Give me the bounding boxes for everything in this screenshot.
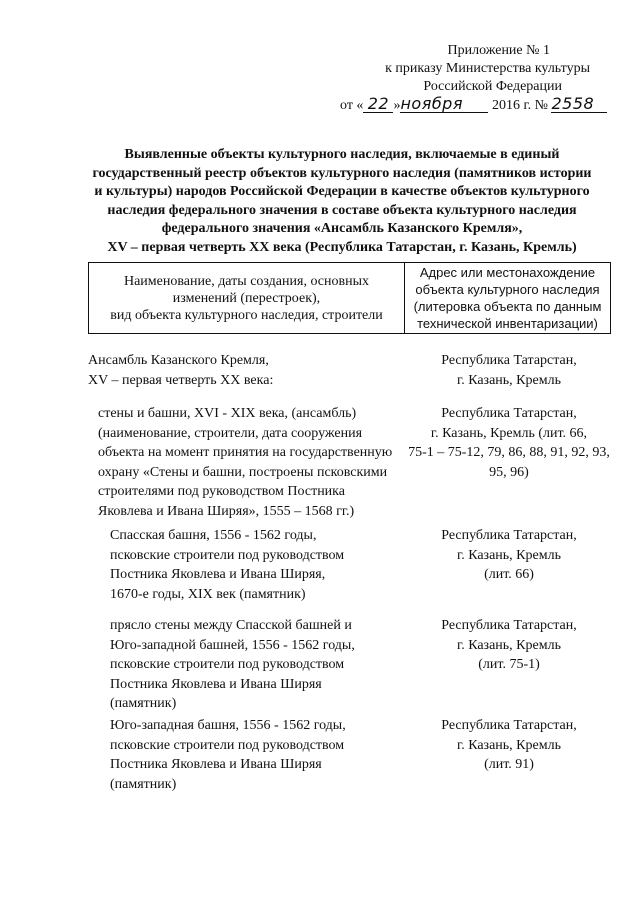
entry-name-line: Постника Яковлева и Ивана Ширяя, xyxy=(110,567,326,582)
entry-name-line: XV – первая четверть XX века: xyxy=(88,372,274,388)
title-line: XV – первая четверть XX века (Республика Татарстан, г. Казань, Кремль) xyxy=(107,239,577,255)
entry-name-line: (памятник) xyxy=(110,696,177,711)
order-year: 2016 г. № xyxy=(491,98,548,113)
entry-name-line: 1670-е годы, XIX век (памятник) xyxy=(110,586,306,602)
entry-address-line: Республика Татарстан, xyxy=(441,353,577,368)
entry-name-line: строителями под руководством Постника xyxy=(98,484,345,499)
entry-address-line: Республика Татарстан, xyxy=(441,406,577,421)
header-col-name xyxy=(89,263,405,333)
header-col-name-line: Наименование, даты создания, основных xyxy=(123,273,370,289)
entry-name-line: псковские строители под руководством xyxy=(110,657,345,672)
entry-name-line: Постника Яковлева и Ивана Ширяя xyxy=(110,757,322,772)
entry-name-line: (наименование, строители, дата сооружения xyxy=(98,425,363,441)
entry-address-spasskaya-tower xyxy=(400,526,618,585)
entry-address-line: 95, 96) xyxy=(489,464,529,480)
entry-name-line: псковские строители под руководством xyxy=(110,547,345,563)
header-col-address-line: технической инвентаризации) xyxy=(417,316,598,331)
table-header xyxy=(88,262,611,334)
order-number: 2558 xyxy=(551,96,607,113)
entry-address-line: Республика Татарстан, xyxy=(441,528,577,543)
entry-name-line: охрану «Стены и башни, построены псковскими xyxy=(98,464,388,480)
entry-name-line: Юго-западная башня, 1556 - 1562 годы, xyxy=(110,718,346,733)
entry-address-wall-span xyxy=(400,616,618,675)
entry-name-line: Спасская башня, 1556 - 1562 годы, xyxy=(110,528,317,543)
entry-address-line: г. Казань, Кремль xyxy=(457,637,561,653)
entry-address-line: Республика Татарстан, xyxy=(441,618,577,633)
appendix-order-ref: к приказу Министерства культуры xyxy=(385,61,590,76)
entry-address-line: Республика Татарстан, xyxy=(441,718,577,733)
entry-name-line: Постника Яковлева и Ивана Ширяя xyxy=(110,676,322,692)
entry-address-line: г. Казань, Кремль (лит. 66, xyxy=(430,425,588,441)
entry-address-ensemble xyxy=(400,351,618,390)
title-line: Выявленные объекты культурного наследия, включаемые в единый xyxy=(124,147,560,162)
entry-address-line: г. Казань, Кремль xyxy=(457,737,561,753)
appendix-block xyxy=(330,42,590,96)
entry-address-line: 75-1 – 75-12, 79, 86, 88, 91, 92, 93, xyxy=(408,445,610,460)
header-col-address-line: объекта культурного наследия xyxy=(415,282,600,297)
title-line: федерального значения «Ансамбль Казанского Кремля», xyxy=(161,221,523,236)
entry-address-line: (лит. 75-1) xyxy=(478,657,540,672)
entry-name-line: (памятник) xyxy=(110,776,177,792)
appendix-title: Приложение № 1 xyxy=(447,43,550,58)
entry-address-line: г. Казань, Кремль xyxy=(457,547,561,563)
entry-name-line: объекта на момент принятия на государственную xyxy=(98,445,393,460)
entry-address-southwest-tower xyxy=(400,716,618,775)
entry-address-walls-towers xyxy=(400,404,618,482)
document-title xyxy=(82,146,602,257)
entry-name-line: Яковлева и Ивана Ширяя», 1555 – 1568 гг.) xyxy=(98,503,355,519)
entry-name-line: Ансамбль Казанского Кремля, xyxy=(88,353,269,368)
header-col-address-line: Адрес или местонахождение xyxy=(419,265,596,280)
header-col-address xyxy=(405,263,610,333)
order-prefix: от « xyxy=(340,98,364,113)
entry-name-line: псковские строители под руководством xyxy=(110,737,345,753)
order-mid: » xyxy=(393,98,401,113)
entry-address-line: г. Казань, Кремль xyxy=(457,372,561,388)
entry-name-line: Юго-западной башней, 1556 - 1562 годы, xyxy=(110,637,355,653)
entry-name-line: стены и башни, XVI - XIX века, (ансамбль) xyxy=(98,406,357,421)
title-line: и культуры) народов Российской Федерации в качестве объектов культурного xyxy=(94,184,590,199)
title-line: наследия федерального значения в составе объекта культурного наследия xyxy=(107,202,577,218)
entry-name-line: прясло стены между Спасской башней и xyxy=(110,618,352,633)
order-date-line xyxy=(340,96,610,115)
title-line: государственный реестр объектов культурного наследия (памятников истории xyxy=(92,165,592,181)
entry-address-line: (лит. 91) xyxy=(484,757,534,772)
entry-name-wall-span xyxy=(110,616,355,714)
appendix-ministry: Российской Федерации xyxy=(423,79,562,94)
header-col-name-line: вид объекта культурного наследия, строители xyxy=(110,307,383,323)
header-col-address-line: (литеровка объекта по данным xyxy=(413,299,602,314)
entry-name-ensemble xyxy=(88,351,273,390)
entry-address-line: (лит. 66) xyxy=(484,567,534,582)
entry-name-spasskaya-tower xyxy=(110,526,344,604)
entry-name-walls-towers xyxy=(98,404,392,521)
header-col-name-line: изменений (перестроек), xyxy=(172,290,321,306)
entry-name-southwest-tower xyxy=(110,716,346,794)
order-day: 22 xyxy=(363,96,393,113)
order-month: ноября xyxy=(400,96,488,113)
